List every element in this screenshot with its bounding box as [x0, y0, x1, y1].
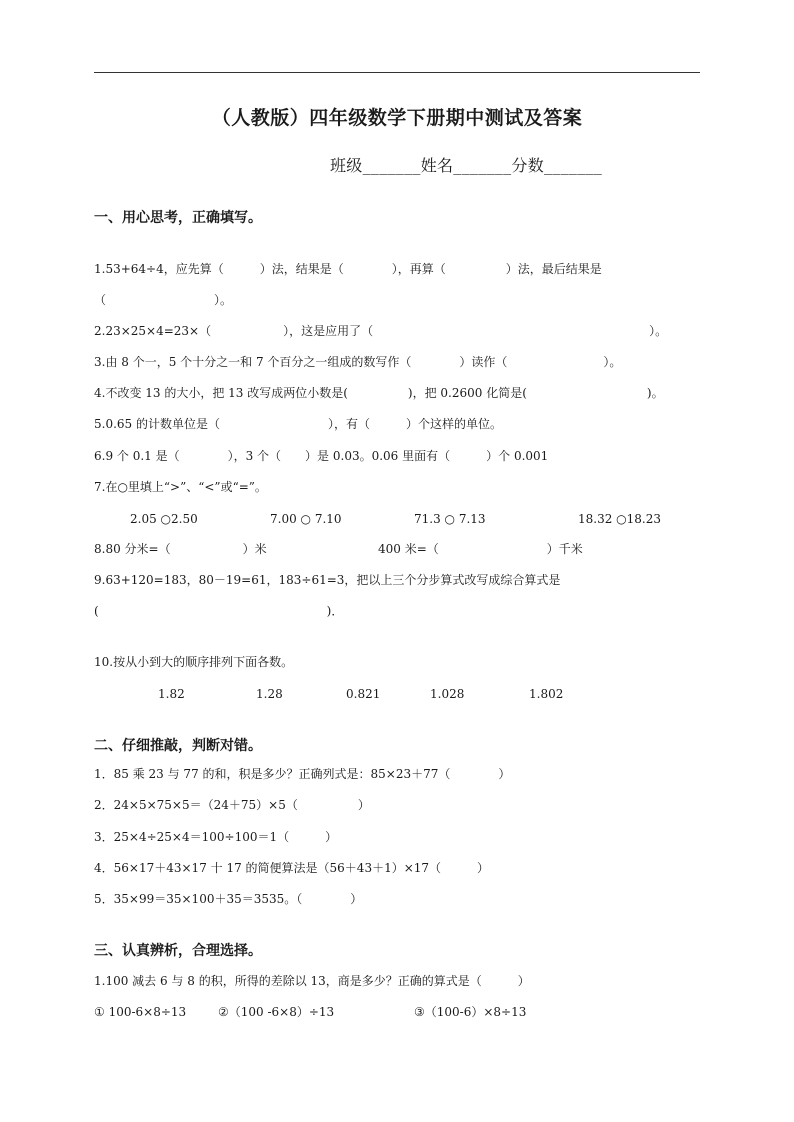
question-1-line-2: （ ）。: [94, 293, 233, 307]
number-item: 1.28: [256, 687, 283, 701]
compare-item: 2.05 ○2.50: [130, 512, 198, 526]
question-4: 4.不改变 13 的大小，把 13 改写成两位小数是( )，把 0.2600 化简是( )。: [94, 386, 664, 400]
section2-heading: 二、仔细推敲，判断对错。: [94, 738, 262, 754]
student-info-line: 班级_______姓名_______分数_______: [330, 156, 603, 175]
judge-item: 5．35×99＝35×100＋35＝3535。（ ）: [94, 892, 363, 906]
header-rule: [94, 72, 700, 73]
question-7: 7.在○里填上“>”、“<”或“=”。: [94, 480, 267, 494]
number-item: 1.82: [158, 687, 185, 701]
compare-item: 18.32 ○18.23: [578, 512, 661, 526]
compare-item: 7.00 ○ 7.10: [270, 512, 342, 526]
judge-item: 1．85 乘 23 与 77 的和，积是多少？正确列式是：85×23＋77（ ）: [94, 767, 511, 781]
question-8-part-2: 400 米=（ ）千米: [378, 542, 583, 556]
question-8-part-1: 8.80 分米=（ ）米: [94, 542, 267, 556]
compare-item: 71.3 ○ 7.13: [414, 512, 486, 526]
choice-question-1: 1.100 减去 6 与 8 的积，所得的差除以 13，商是多少？正确的算式是（ ）: [94, 974, 530, 988]
choice-option: ②（100 -6×8）÷13: [218, 1005, 335, 1019]
question-9-line-2: ( )．: [94, 604, 344, 618]
number-item: 1.028: [430, 687, 465, 701]
choice-option: ③（100-6）×8÷13: [414, 1005, 527, 1019]
question-6: 6.9 个 0.1 是（ ），3 个（ ）是 0.03。0.06 里面有（ ）个 0.001: [94, 449, 549, 463]
judge-item: 3．25×4÷25×4＝100÷100＝1（ ）: [94, 830, 338, 844]
question-5: 5.0.65 的计数单位是（ ），有（ ）个这样的单位。: [94, 417, 502, 431]
number-item: 0.821: [346, 687, 381, 701]
question-1-line-1: 1.53+64÷4，应先算（ ）法，结果是（ ），再算（ ）法，最后结果是: [94, 262, 602, 276]
judge-item: 4．56×17＋43×17 十 17 的简便算法是（56＋43＋1）×17（ ）: [94, 861, 490, 875]
number-item: 1.802: [529, 687, 564, 701]
choice-option: ① 100-6×8÷13: [94, 1005, 187, 1019]
question-3: 3.由 8 个一，5 个十分之一和 7 个百分之一组成的数写作（ ）读作（ ）。: [94, 355, 622, 369]
judge-item: 2．24×5×75×5＝（24＋75）×5（ ）: [94, 798, 370, 812]
section3-heading: 三、认真辨析，合理选择。: [94, 943, 262, 959]
page-title: （人教版）四年级数学下册期中测试及答案: [211, 107, 583, 129]
question-10: 10.按从小到大的顺序排列下面各数。: [94, 655, 294, 669]
section1-heading: 一、用心思考，正确填写。: [94, 210, 262, 226]
question-9-line-1: 9.63+120=183，80－19=61，183÷61=3，把以上三个分步算式改写成综合算式是: [94, 573, 561, 587]
question-2: 2.23×25×4=23×（ ），这是应用了（ ）。: [94, 324, 668, 338]
